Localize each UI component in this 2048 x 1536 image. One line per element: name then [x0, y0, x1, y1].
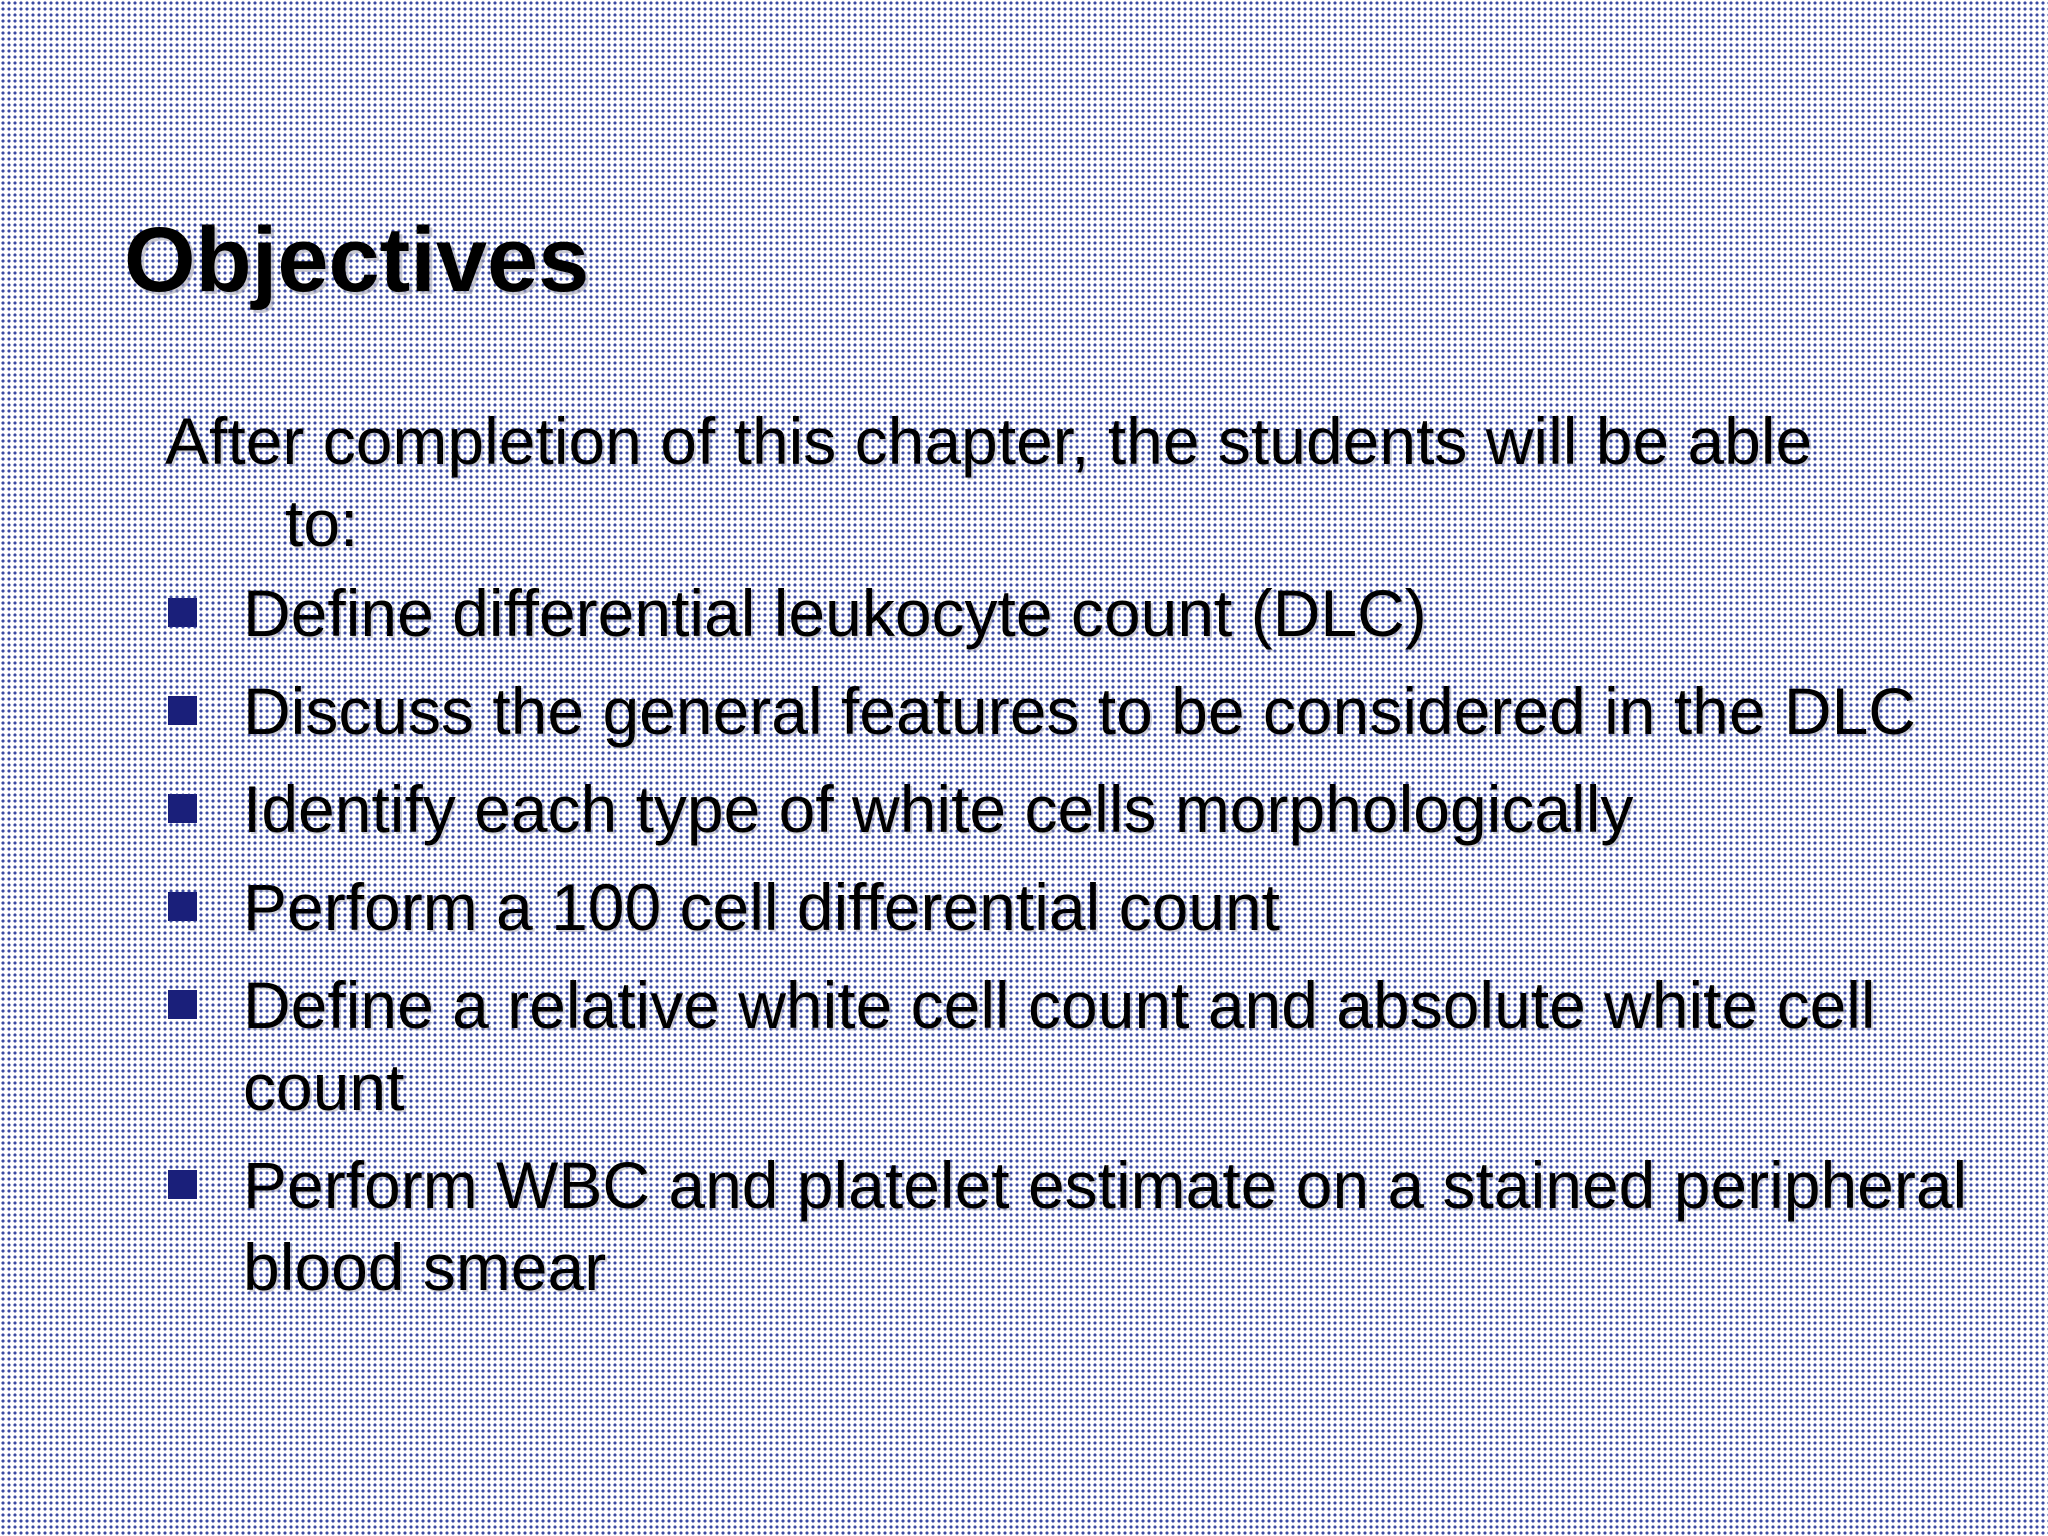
list-item — [165, 670, 1983, 752]
slide-title: Objectives — [124, 209, 590, 311]
list-item — [165, 866, 1983, 948]
square-bullet-icon — [168, 990, 197, 1019]
list-item — [165, 572, 1983, 654]
list-item-text: Perform a 100 cell differential count — [243, 870, 1281, 944]
square-bullet-icon — [168, 1170, 197, 1199]
list-item-text: Perform WBC and platelet estimate on a stained peripheral blood smear — [243, 1148, 1968, 1304]
list-item-text: Identify each type of white cells morphologically — [243, 772, 1634, 846]
intro-line-2: to: — [285, 486, 359, 560]
square-bullet-icon — [168, 696, 197, 725]
list-item — [165, 768, 1983, 850]
list-item — [165, 964, 1983, 1128]
square-bullet-icon — [168, 794, 197, 823]
list-item-text: Define differential leukocyte count (DLC) — [243, 576, 1427, 650]
slide-body — [165, 400, 1968, 1324]
intro-line-1: After completion of this chapter, the students will be able — [165, 404, 1813, 478]
objectives-list — [165, 572, 1968, 1308]
list-item-text: Discuss the general features to be considered in the DLC — [243, 674, 1916, 748]
intro-text — [45, 400, 1925, 564]
list-item — [165, 1144, 1983, 1308]
square-bullet-icon — [168, 598, 197, 627]
square-bullet-icon — [168, 892, 197, 921]
list-item-text: Define a relative white cell count and absolute white cell count — [243, 968, 1876, 1124]
